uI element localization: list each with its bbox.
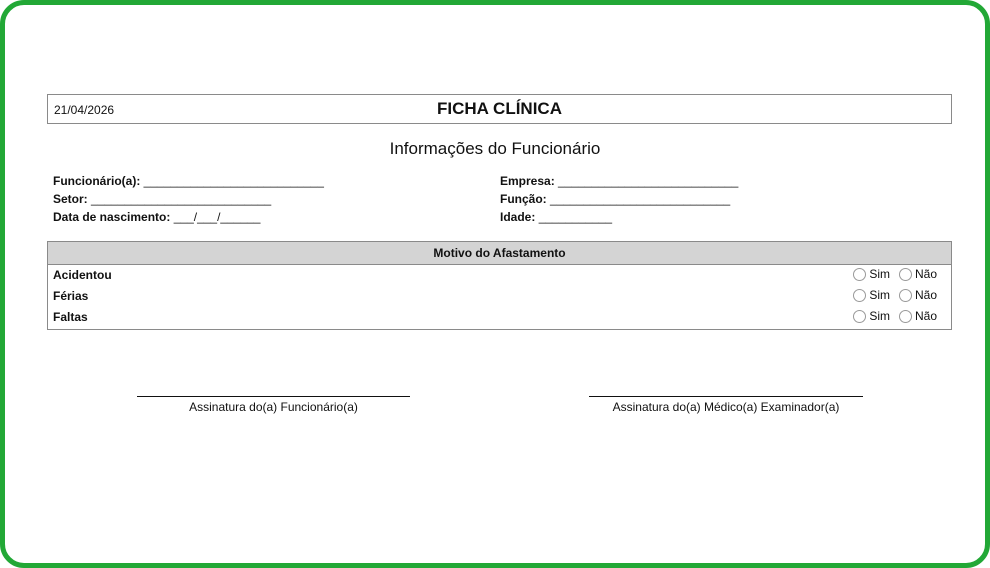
document-date: 21/04/2026	[54, 103, 115, 117]
field-setor[interactable]	[53, 192, 271, 206]
field-label: Empresa:	[500, 174, 555, 188]
option-sim[interactable]	[853, 309, 890, 323]
reason-label: Faltas	[53, 310, 88, 324]
section-heading: Informações do Funcionário	[389, 139, 601, 158]
radio-sim[interactable]	[853, 289, 866, 302]
motivo-afastamento-section	[47, 241, 952, 330]
radio-sim[interactable]	[853, 310, 866, 323]
option-nao[interactable]	[899, 309, 937, 323]
radio-nao[interactable]	[899, 310, 912, 323]
radio-group	[844, 309, 937, 323]
signature-line	[137, 396, 410, 397]
signature-caption: Assinatura do(a) Funcionário(a)	[189, 400, 358, 414]
field-empresa[interactable]	[500, 174, 738, 188]
reason-label: Férias	[53, 289, 89, 303]
option-label: Sim	[869, 267, 890, 281]
option-label: Sim	[869, 309, 890, 323]
radio-nao[interactable]	[899, 289, 912, 302]
radio-group	[844, 288, 937, 302]
signature-line	[589, 396, 863, 397]
field-idade[interactable]	[500, 210, 612, 224]
radio-nao[interactable]	[899, 268, 912, 281]
option-label: Sim	[869, 288, 890, 302]
signature-employee	[137, 396, 410, 414]
signature-caption: Assinatura do(a) Médico(a) Examinador(a)	[612, 400, 840, 414]
radio-group	[844, 267, 937, 281]
field-blank: ___/___/______	[173, 210, 261, 224]
field-funcao[interactable]	[500, 192, 730, 206]
option-label: Não	[914, 267, 937, 281]
field-blank: ___________________________	[558, 174, 739, 188]
option-label: Não	[914, 309, 937, 323]
field-label: Setor:	[53, 192, 88, 206]
reason-row-faltas	[48, 307, 951, 327]
option-sim[interactable]	[853, 267, 890, 281]
field-blank: ___________	[538, 210, 613, 224]
field-data-nascimento[interactable]	[53, 210, 260, 224]
document-title: FICHA CLÍNICA	[437, 99, 562, 118]
field-label: Idade:	[500, 210, 536, 224]
field-label: Função:	[500, 192, 547, 206]
reason-row-ferias	[48, 286, 951, 306]
field-blank: ___________________________	[91, 192, 272, 206]
signature-doctor	[589, 396, 863, 414]
field-blank: ___________________________	[143, 174, 324, 188]
option-nao[interactable]	[899, 288, 937, 302]
reason-row-acidentou	[48, 265, 951, 285]
option-label: Não	[914, 288, 937, 302]
reason-label: Acidentou	[53, 268, 112, 282]
header-box	[47, 94, 952, 124]
section-title-bar: Motivo do Afastamento	[48, 242, 951, 265]
field-blank: ___________________________	[550, 192, 731, 206]
radio-sim[interactable]	[853, 268, 866, 281]
field-label: Funcionário(a):	[53, 174, 141, 188]
option-sim[interactable]	[853, 288, 890, 302]
field-funcionario[interactable]	[53, 174, 324, 188]
field-label: Data de nascimento:	[53, 210, 171, 224]
option-nao[interactable]	[899, 267, 937, 281]
